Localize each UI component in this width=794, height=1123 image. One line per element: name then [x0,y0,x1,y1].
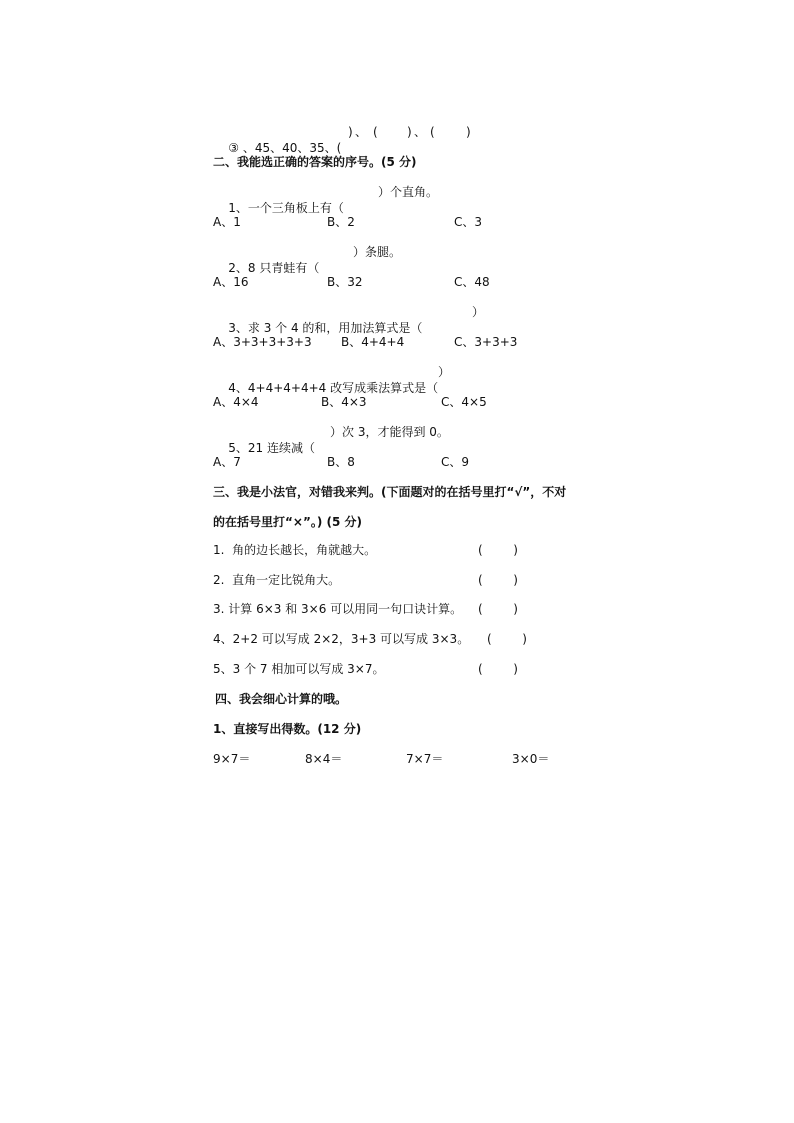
sequence-sep-1: 、 [355,125,368,139]
section-3-heading-line-2: 的在括号里打“×”。) (5 分) [213,515,362,529]
question-text: 4、4+4+4+4+4 改写成乘法算式是（ [228,381,439,395]
section-4-heading: 四、我会细心计算的哦。 [215,692,348,706]
blank-open-2: ( [373,125,378,139]
option-a: A、4×4 [213,395,259,409]
question-text: 5、21 连续减（ [228,441,315,455]
judge-answer-3: ( ) [478,602,518,616]
judge-item-5: 5、3 个 7 相加可以写成 3×7。 [213,662,385,676]
judge-item-3: 3. 计算 6×3 和 3×6 可以用同一句口诀计算。 [213,602,463,616]
calc-item-3: 7×7＝ [406,752,444,766]
question-text: 3、求 3 个 4 的和，用加法算式是（ [228,321,423,335]
option-a: A、3+3+3+3+3 [213,335,312,349]
option-b: B、8 [327,455,355,469]
option-c: C、4×5 [441,395,487,409]
question-suffix: ） [438,365,451,379]
option-a: A、16 [213,275,249,289]
question-suffix: ）次 3，才能得到 0。 [330,425,449,439]
option-a: A、7 [213,455,241,469]
option-c: C、3+3+3 [454,335,518,349]
blank-close-3: ) [466,125,471,139]
section-3-heading-line-1: 三、我是小法官，对错我来判。(下面题对的在括号里打“√”，不对 [213,485,567,499]
judge-answer-5: ( ) [478,662,518,676]
judge-answer-2: ( ) [478,573,518,587]
question-suffix: ） [472,305,485,319]
blank-close-1: ) [348,125,353,139]
calc-item-2: 8×4＝ [305,752,343,766]
judge-item-1: 1. 角的边长越长，角就越大。 [213,543,377,557]
calc-item-1: 9×7＝ [213,752,251,766]
option-b: B、32 [327,275,363,289]
blank-open-3: ( [430,125,435,139]
section-2-heading: 二、我能选正确的答案的序号。(5 分) [213,155,417,169]
option-c: C、48 [454,275,490,289]
sequence-prefix: ③ 、45、40、35、( [228,141,342,155]
judge-answer-1: ( ) [478,543,518,557]
calc-item-4: 3×0＝ [512,752,550,766]
sequence-sep-2: 、 [414,125,427,139]
question-suffix: ）个直角。 [378,185,439,199]
section-4-sub-1: 1、直接写出得数。(12 分) [213,722,362,736]
question-text: 1、一个三角板上有（ [228,201,344,215]
judge-answer-4: ( ) [487,632,527,646]
judge-item-2: 2. 直角一定比锐角大。 [213,573,341,587]
option-b: B、4×3 [321,395,367,409]
judge-item-4: 4、2+2 可以写成 2×2，3+3 可以写成 3×3。 [213,632,470,646]
option-c: C、3 [454,215,483,229]
question-text: 2、8 只青蛙有（ [228,261,320,275]
blank-close-2: ) [407,125,412,139]
option-a: A、1 [213,215,241,229]
option-c: C、9 [441,455,470,469]
question-suffix: ）条腿。 [353,245,402,259]
option-b: B、4+4+4 [341,335,405,349]
option-b: B、2 [327,215,355,229]
